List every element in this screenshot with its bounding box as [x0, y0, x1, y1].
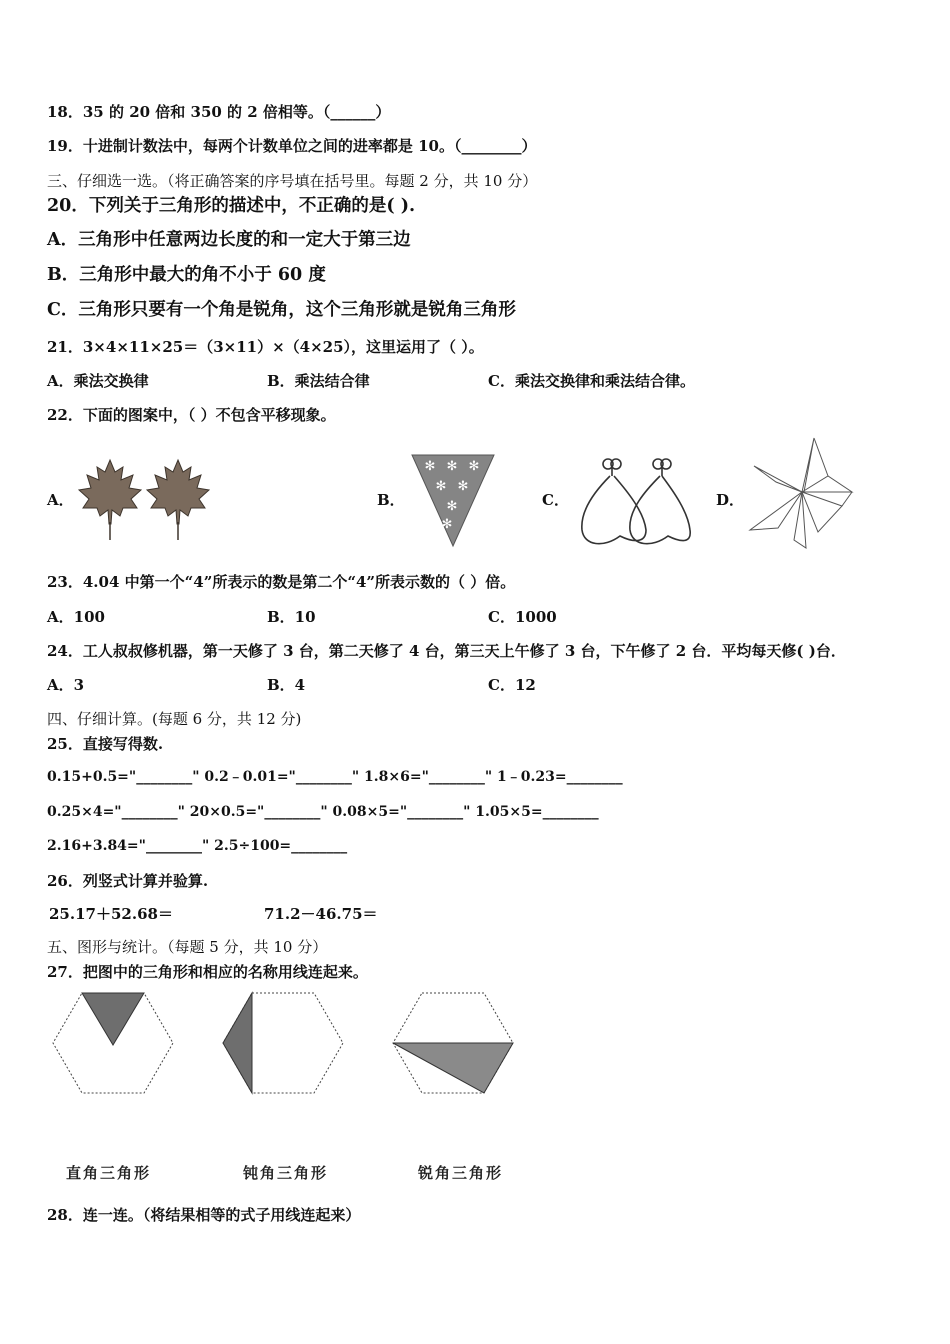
question-26-expression-2: 71.2－46.75＝: [264, 905, 378, 923]
question-25-stem: 25．直接写得数.: [47, 735, 164, 753]
label-obtuse-triangle: 钝角三角形: [243, 1164, 329, 1182]
question-24-stem: 24．工人叔叔修机器，第一天修了 3 台，第二天修了 4 台，第三天上午修了 3 台，下午修了 2 台．平均每天修( )台．: [47, 642, 846, 660]
question-22-option-d: D．: [716, 491, 745, 509]
question-18: 18．35 的 20 倍和 350 的 2 倍相等。（______）: [47, 103, 391, 121]
question-25-row-1: 0.15+0.5="________" 0.2﹣0.01="________" 1.8×6="________" 1﹣0.23=________: [47, 769, 623, 785]
svg-text:✻: ✻: [441, 517, 453, 532]
question-24-option-c: C．12: [488, 676, 536, 694]
question-23-option-a: A．100: [47, 608, 105, 626]
question-20-option-a: A．三角形中任意两边长度的和一定大于第三边: [47, 230, 411, 250]
question-20-option-b: B．三角形中最大的角不小于 60 度: [47, 265, 326, 285]
question-22-stem: 22．下面的图案中，（ ）不包含平移现象。: [47, 406, 336, 424]
question-22-option-b: B．: [377, 491, 405, 509]
question-24-option-b: B．4: [267, 676, 306, 694]
svg-text:✻: ✻: [435, 479, 447, 494]
question-23-option-c: C．1000: [488, 608, 557, 626]
question-21-option-c: C．乘法交换律和乘法结合律。: [488, 372, 695, 390]
question-23-option-b: B．10: [267, 608, 316, 626]
question-21-stem: 21．3×4×11×25＝（3×11）×（4×25），这里运用了（ ）。: [47, 338, 484, 356]
section-4-heading: 四、仔细计算。(每题 6 分，共 12 分): [47, 710, 302, 728]
hexagon-triangle-3-figure: [390, 990, 516, 1096]
svg-text:✻: ✻: [446, 499, 458, 514]
question-22-option-c: C．: [542, 491, 569, 509]
question-21-option-b: B．乘法结合律: [267, 372, 370, 390]
section-5-heading: 五、图形与统计。（每题 5 分，共 10 分）: [47, 938, 328, 956]
question-23-stem: 23．4.04 中第一个“4”所表示的数是第二个“4”所表示数的（ ）倍。: [47, 573, 516, 591]
heart-loops-figure: [576, 452, 696, 550]
question-20-stem: 20．下列关于三角形的描述中，不正确的是( ).: [47, 196, 416, 216]
pinwheel-figure: [748, 436, 856, 552]
question-21-option-a: A．乘法交换律: [47, 372, 149, 390]
section-3-heading: 三、仔细选一选。（将正确答案的序号填在括号里。每题 2 分，共 10 分）: [47, 172, 538, 190]
question-24-option-a: A．3: [47, 676, 85, 694]
question-26-stem: 26．列竖式计算并验算.: [47, 872, 209, 890]
question-20-option-c: C．三角形只要有一个角是锐角，这个三角形就是锐角三角形: [47, 300, 516, 320]
svg-text:✻: ✻: [468, 459, 480, 474]
question-25-row-3: 2.16+3.84="________" 2.5÷100=________: [47, 838, 348, 854]
hexagon-triangle-2-figure: [220, 990, 346, 1096]
question-19: 19．十进制计数法中，每两个计数单位之间的进率都是 10。（________）: [47, 137, 537, 155]
svg-text:✻: ✻: [424, 459, 436, 474]
question-27-stem: 27．把图中的三角形和相应的名称用线连起来。: [47, 963, 368, 981]
question-25-row-2: 0.25×4="________" 20×0.5="________" 0.08×5="________" 1.05×5=________: [47, 804, 599, 820]
svg-text:✻: ✻: [457, 479, 469, 494]
label-right-triangle: 直角三角形: [66, 1164, 152, 1182]
question-26-expression-1: 25.17＋52.68＝: [49, 905, 173, 923]
snowflake-triangle-figure: [410, 452, 496, 548]
question-28: 28．连一连。（将结果相等的式子用线连起来）: [47, 1206, 361, 1224]
label-acute-triangle: 锐角三角形: [418, 1164, 504, 1182]
maple-leaves-figure: [75, 452, 215, 544]
question-22-option-a: A．: [47, 491, 74, 509]
hexagon-triangle-1-figure: [50, 990, 176, 1096]
svg-text:✻: ✻: [446, 459, 458, 474]
